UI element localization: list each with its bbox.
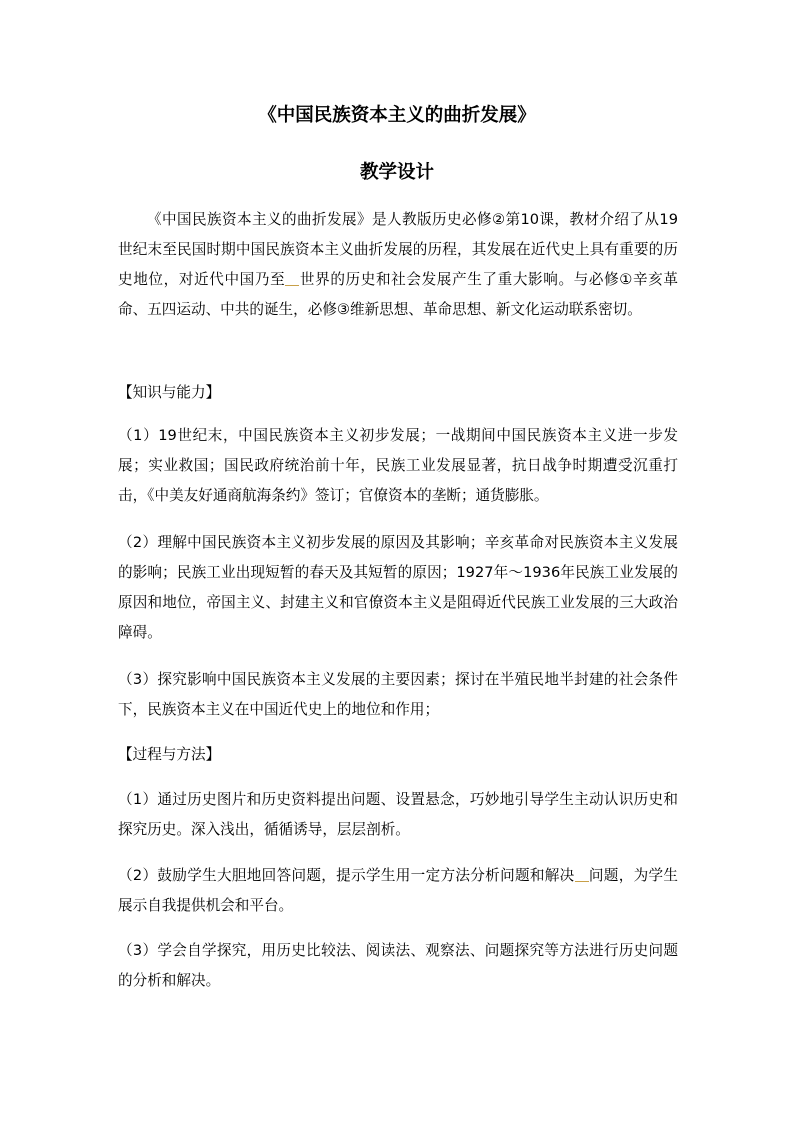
intro-paragraph — [118, 205, 678, 325]
knowledge-item-2: （2）理解中国民族资本主义初步发展的原因及其影响；辛亥革命对民族资本主义发展的影响；民族工业出现短暂的春天及其短暂的原因；1927年～1936年民族工业发展的原因和地位，帝国主义、封建主义和官僚资本主义是阻碍近代民族工业发展的三大政治障碍。 — [118, 534, 678, 641]
blank-underline — [285, 270, 299, 286]
process-item-2-part1: （2）鼓励学生大胆地回答问题，提示学生用一定方法分析问题和解决 — [118, 867, 575, 884]
section-heading-process: 【过程与方法】 — [118, 746, 221, 763]
intro-text-part1: 《中国民族资本主义的曲折发展》是人教版历史必修②第10课，教材介绍了从19世纪末至民国时期中国民族资本主义曲折发展的历程，其发展在近代史上具有重要的历史地位，对近代中国乃至 — [118, 211, 678, 288]
process-item-2 — [118, 861, 678, 921]
section-heading-knowledge: 【知识与能力】 — [118, 384, 221, 401]
document-title: 《中国民族资本主义的曲折发展》 — [258, 105, 536, 126]
document-subtitle: 教学设计 — [359, 162, 434, 183]
knowledge-item-3: （3）探究影响中国民族资本主义发展的主要因素；探讨在半殖民地半封建的社会条件下，民族资本主义在中国近代史上的地位和作用； — [118, 671, 678, 718]
process-item-3: （3）学会自学探究，用历史比较法、阅读法、观察法、问题探究等方法进行历史问题的分析和解决。 — [118, 942, 678, 989]
process-item-2-part2: 问题，为学生展示自我提供机会和平台。 — [118, 867, 678, 914]
process-item-1: （1）通过历史图片和历史资料提出问题、设置悬念，巧妙地引导学生主动认识历史和探究历史。深入浅出，循循诱导，层层剖析。 — [118, 791, 678, 838]
knowledge-item-1: （1）19世纪末，中国民族资本主义初步发展；一战期间中国民族资本主义进一步发展；实业救国；国民政府统治前十年，民族工业发展显著，抗日战争时期遭受沉重打击，《中美友好通商航海条约》签订；官僚资本的垄断；通货膨胀。 — [118, 427, 678, 504]
intro-text-part2: 世界的历史和社会发展产生了重大影响。与必修①辛亥革命、五四运动、中共的诞生，必修③维新思想、革命思想、新文化运动联系密切。 — [118, 271, 678, 318]
blank-underline — [575, 866, 589, 882]
